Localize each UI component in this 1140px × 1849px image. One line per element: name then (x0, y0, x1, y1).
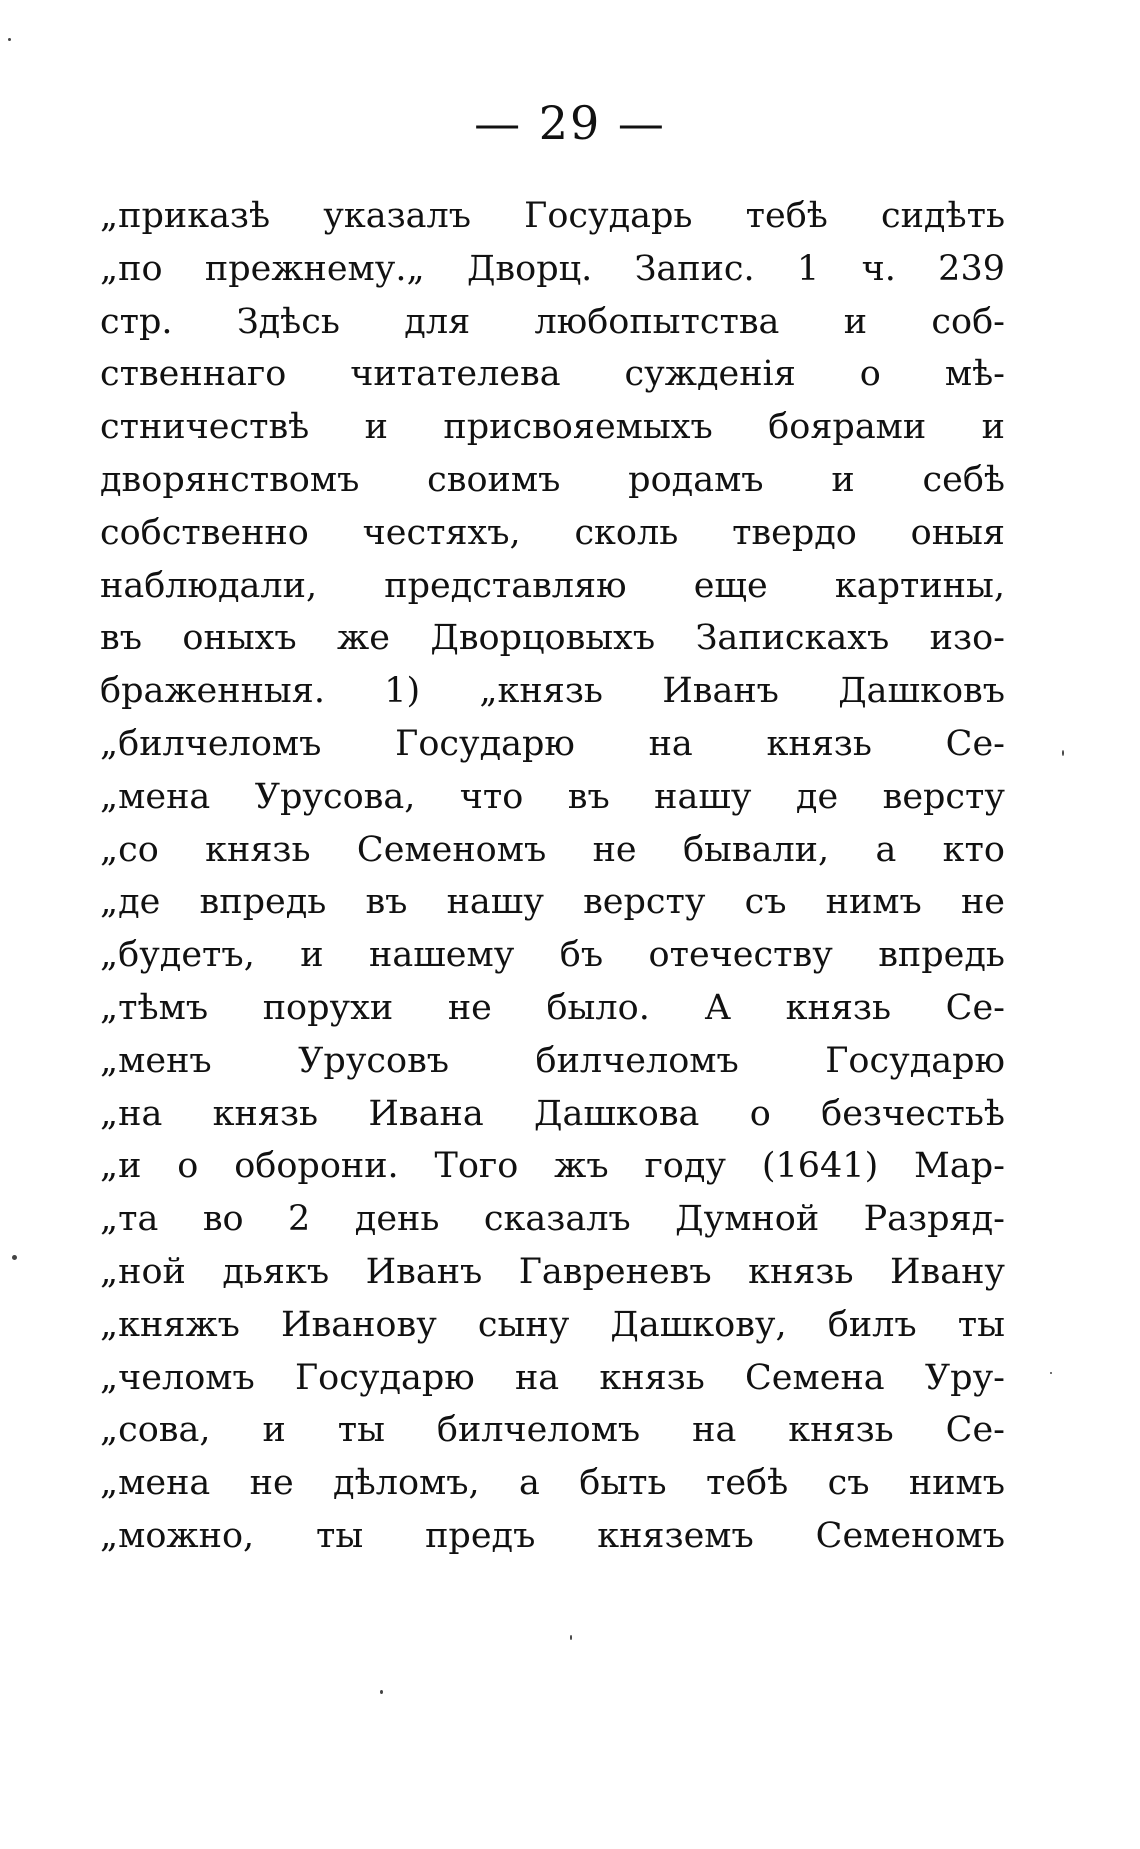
speck (570, 1635, 572, 1640)
text-line: въ оныхъ же Дворцовыхъ Запискахъ изо- (100, 618, 1005, 659)
body-text (100, 190, 1005, 1563)
text-line: „та во 2 день сказалъ Думной Разряд- (100, 1199, 1005, 1240)
text-line: „приказѣ указалъ Государь тебѣ сидѣть (100, 196, 1005, 236)
text-line: собственно честяхъ, сколь твердо оныя (100, 512, 1005, 553)
speck (1050, 1372, 1052, 1374)
speck (380, 1690, 383, 1694)
text-line: „по прежнему.„ Дворц. Запис. 1 ч. 239 (100, 248, 1005, 289)
text-line: „сова, и ты билчеломъ на князь Се- (100, 1410, 1005, 1451)
text-line: стр. Здѣсь для любопытства и соб- (100, 301, 1005, 342)
text-line: „можно, ты предъ княземъ Семеномъ (100, 1515, 1005, 1556)
text-line: наблюдали, представляю еще картины, (100, 565, 1005, 606)
text-line: ственнаго читателева сужденія о мѣ- (100, 354, 1005, 395)
text-line: „со князь Семеномъ не бывали, а кто (100, 829, 1005, 870)
text-line: „мена не дѣломъ, а быть тебѣ съ нимъ (100, 1463, 1005, 1504)
text-line: „и о оборони. Того жъ году (1641) Мар- (100, 1146, 1005, 1187)
text-line: „княжъ Иванову сыну Дашкову, билъ ты (100, 1304, 1005, 1345)
text-line: „челомъ Государю на князь Семена Уру- (100, 1357, 1005, 1398)
page-number: — 29 — (474, 96, 666, 150)
speck (8, 38, 11, 41)
text-line: браженныя. 1) „князь Иванъ Дашковъ (100, 671, 1005, 712)
text-line: „билчеломъ Государю на князь Се- (100, 723, 1005, 764)
text-line: „будетъ, и нашему бъ отечеству впредь (100, 935, 1005, 976)
text-line: „на князь Ивана Дашкова о безчестьѣ (100, 1093, 1005, 1134)
speck (1062, 750, 1064, 756)
text-line: стничествѣ и присвояемыхъ боярами и (100, 407, 1005, 448)
text-line: „тѣмъ порухи не было. А князь Се- (100, 987, 1005, 1028)
text-line: дворянствомъ своимъ родамъ и себѣ (100, 459, 1005, 500)
text-line: „де впредь въ нашу версту съ нимъ не (100, 882, 1005, 923)
text-line: „ной дьякъ Иванъ Гавреневъ князь Ивану (100, 1251, 1005, 1292)
text-line: „менъ Урусовъ билчеломъ Государю (100, 1040, 1005, 1081)
speck (12, 1255, 17, 1260)
text-line: „мена Урусова, что въ нашу де версту (100, 776, 1005, 817)
